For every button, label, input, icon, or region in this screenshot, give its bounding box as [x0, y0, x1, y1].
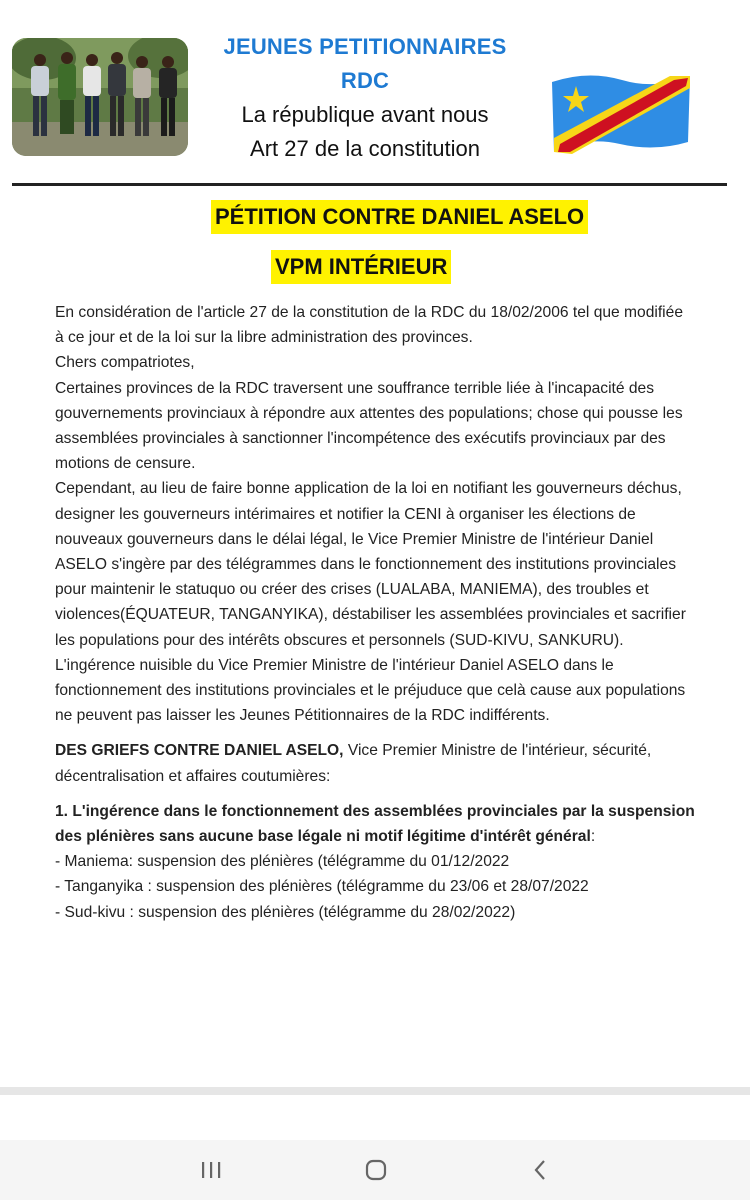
back-icon[interactable] — [526, 1156, 556, 1184]
recent-apps-icon[interactable] — [196, 1156, 226, 1184]
home-icon[interactable] — [361, 1156, 391, 1184]
list-item: - Maniema: suspension des plénières (télégramme du 01/12/2022 — [55, 853, 510, 871]
org-title-line2: RDC — [340, 68, 390, 93]
org-title-line1: JEUNES PETITIONNAIRES — [223, 34, 507, 59]
point-one-heading: 1. L'ingérence dans le fonctionnement des assemblées provinciales par la suspension des plénières sans aucune base légale ni motif légitime d'intérêt général — [55, 802, 695, 846]
paragraph-context: Certaines provinces de la RDC traversent une souffrance terrible liée à l'incapacité des gouvernements provinciaux à répondre aux attentes des populations; chose qui pousse les assemblées provinciales à sanctionner l'incompétence des exécutifs provinciaux par des motions de censure. — [55, 379, 683, 473]
point-one-colon: : — [590, 828, 596, 846]
paragraph-griefs — [55, 738, 695, 788]
header-divider — [12, 183, 727, 186]
article-reference: Art 27 de la constitution — [250, 136, 480, 161]
header-title-block — [190, 30, 540, 166]
paragraph-interference: Cependant, au lieu de faire bonne application de la loi en notifiant les gouverneurs déchus, designer les gouverneurs intérimaires et notifier la CENI à organiser les élections de nouveaux gouverneurs dans le délai légal, le Vice Premier Ministre de l'intérieur Daniel ASELO s'ingère par des télégrammes dans le fonctionnement des institutions provinciales pour maintenir le statuquo ou créer des crises (LUALABA, MANIEMA), des troubles et violences(ÉQUATEUR, TANGANYIKA), déstabiliser les assemblées provinciales et sacrifier les populations pour des intérêts obscures et personnels (SUD-KIVU, SANKURU). — [55, 480, 686, 649]
petition-body — [55, 300, 695, 925]
paragraph-intro: En considération de l'article 27 de la constitution de la RDC du 18/02/2006 tel que modifiée à ce jour et de la loi sur la libre administration des provinces. — [55, 304, 683, 347]
paragraph-salutation: Chers compatriotes, — [55, 354, 195, 372]
griefs-text: Vice Premier Ministre de l'intérieur, sécurité, décentralisation et affaires coutumières: — [55, 742, 652, 785]
paragraph-conclusion: L'ingérence nuisible du Vice Premier Ministre de l'intérieur Daniel ASELO dans le fonctionnement des institutions provinciales et le préjuduce que celà cause aux populations ne peuvent pas laisser les Jeunes Pétitionnaires de la RDC indifférents. — [55, 656, 686, 725]
griefs-heading: DES GRIEFS CONTRE DANIEL ASELO, — [55, 742, 344, 760]
motto: La république avant nous — [241, 102, 489, 127]
petition-heading: PÉTITION CONTRE DANIEL ASELO — [211, 200, 588, 234]
list-item: - Sud-kivu : suspension des plénières (télégramme du 28/02/2022) — [55, 903, 516, 921]
system-navigation-bar — [0, 1140, 750, 1200]
role-heading: VPM INTÉRIEUR — [271, 250, 451, 284]
page-bottom-divider — [0, 1087, 750, 1095]
list-item: - Tanganyika : suspension des plénières (télégramme du 23/06 et 28/07/2022 — [55, 878, 589, 896]
group-photo — [12, 38, 188, 156]
drc-flag-icon — [548, 68, 694, 160]
point-one — [55, 799, 695, 849]
